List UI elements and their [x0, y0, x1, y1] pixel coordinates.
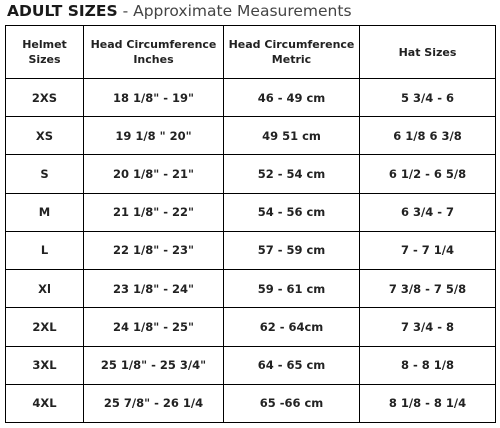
inches-cell: 25 7/8" - 26 1/4: [84, 384, 224, 422]
inches-cell: 18 1/8" - 19": [84, 79, 224, 117]
inches-cell: 20 1/8" - 21": [84, 155, 224, 193]
table-row: [6, 117, 496, 155]
metric-cell: 65 -66 cm: [224, 384, 360, 422]
metric-cell: 59 - 61 cm: [224, 270, 360, 308]
metric-cell: 46 - 49 cm: [224, 79, 360, 117]
helmet-size-cell: S: [6, 155, 84, 193]
metric-cell: 52 - 54 cm: [224, 155, 360, 193]
helmet-size-cell: XS: [6, 117, 84, 155]
metric-cell: 49 51 cm: [224, 117, 360, 155]
hat-size-cell: 8 - 8 1/8: [360, 346, 496, 384]
inches-cell: 25 1/8" - 25 3/4": [84, 346, 224, 384]
header-line: Metric: [271, 53, 312, 66]
helmet-size-cell: Xl: [6, 270, 84, 308]
header-line: Inches: [133, 53, 174, 66]
header-cell-head-circumference-metric: [224, 26, 360, 79]
header-line: Helmet: [22, 38, 67, 51]
table-row: [6, 346, 496, 384]
title-subtitle: - Approximate Measurements: [117, 2, 352, 20]
hat-size-cell: 6 1/8 6 3/8: [360, 117, 496, 155]
metric-cell: 57 - 59 cm: [224, 231, 360, 269]
hat-size-cell: 6 1/2 - 6 5/8: [360, 155, 496, 193]
table-row: [6, 231, 496, 269]
hat-size-cell: 6 3/4 - 7: [360, 193, 496, 231]
inches-cell: 22 1/8" - 23": [84, 231, 224, 269]
inches-cell: 21 1/8" - 22": [84, 193, 224, 231]
header-row: [6, 26, 496, 79]
helmet-size-cell: 2XS: [6, 79, 84, 117]
header-line: Hat Sizes: [398, 45, 457, 59]
hat-size-cell: 8 1/8 - 8 1/4: [360, 384, 496, 422]
hat-size-cell: 5 3/4 - 6: [360, 79, 496, 117]
hat-size-cell: 7 3/8 - 7 5/8: [360, 270, 496, 308]
header-line: Sizes: [28, 53, 61, 66]
header-cell-head-circumference-inches: [84, 26, 224, 79]
header-line: Head Circumference: [90, 38, 217, 51]
header-cell-hat-sizes: [360, 26, 496, 79]
metric-cell: 62 - 64cm: [224, 308, 360, 346]
table-row: [6, 79, 496, 117]
helmet-size-cell: M: [6, 193, 84, 231]
helmet-size-cell: 2XL: [6, 308, 84, 346]
page-title: [7, 1, 352, 21]
inches-cell: 23 1/8" - 24": [84, 270, 224, 308]
header-cell-helmet-sizes: [6, 26, 84, 79]
inches-cell: 19 1/8 " 20": [84, 117, 224, 155]
metric-cell: 54 - 56 cm: [224, 193, 360, 231]
table-row: [6, 155, 496, 193]
hat-size-cell: 7 - 7 1/4: [360, 231, 496, 269]
header-line: Head Circumference: [228, 38, 355, 51]
metric-cell: 64 - 65 cm: [224, 346, 360, 384]
helmet-size-cell: L: [6, 231, 84, 269]
table-row: [6, 308, 496, 346]
hat-size-cell: 7 3/4 - 8: [360, 308, 496, 346]
inches-cell: 24 1/8" - 25": [84, 308, 224, 346]
table-row: [6, 384, 496, 422]
helmet-size-cell: 4XL: [6, 384, 84, 422]
size-chart-table: [5, 25, 496, 423]
table-row: [6, 193, 496, 231]
table-row: [6, 270, 496, 308]
title-bold: ADULT SIZES: [7, 2, 118, 20]
helmet-size-cell: 3XL: [6, 346, 84, 384]
